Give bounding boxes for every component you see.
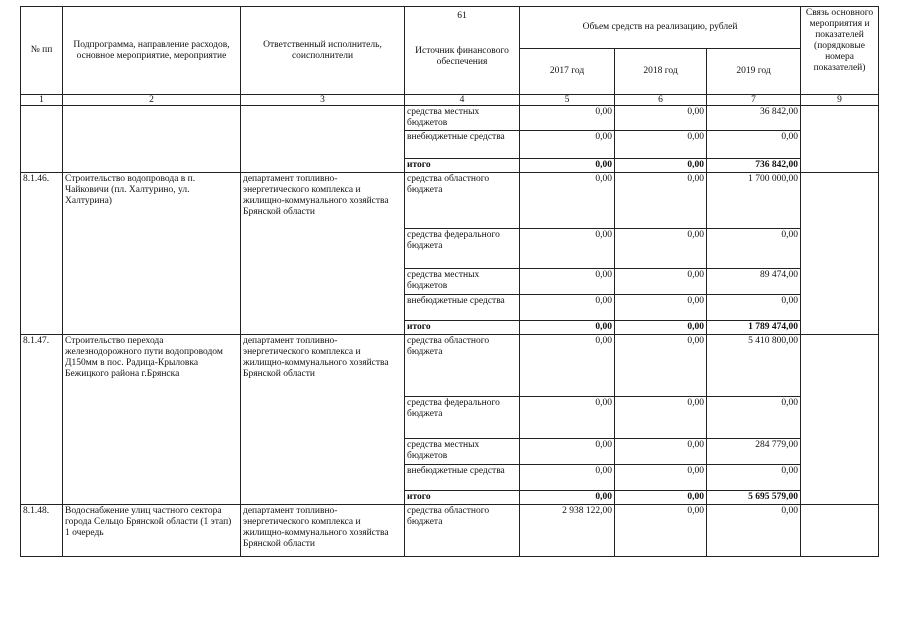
value-2017: 0,00 bbox=[520, 335, 615, 397]
page-number: 61 bbox=[457, 11, 467, 21]
program-table bbox=[20, 6, 879, 557]
value-2018: 0,00 bbox=[615, 335, 707, 397]
value-2017: 0,00 bbox=[520, 173, 615, 229]
value-2018: 0,00 bbox=[615, 465, 707, 491]
value-2017: 0,00 bbox=[520, 439, 615, 465]
program-cell: Водоснабжение улиц частного сектора города Сельцо Брянской области (1 этап) 1 очередь bbox=[63, 505, 241, 557]
source-cell: средства местных бюджетов bbox=[405, 439, 520, 465]
header-link: Связь основного мероприятия и показателей (порядковые номера показателей) bbox=[801, 7, 879, 95]
value-2018: 0,00 bbox=[615, 159, 707, 173]
value-2018: 0,00 bbox=[615, 505, 707, 557]
index-cell: 9 bbox=[801, 95, 879, 106]
index-cell: 4 bbox=[405, 95, 520, 106]
index-cell: 1 bbox=[21, 95, 63, 106]
header-executor: Ответственный исполнитель, соисполнители bbox=[241, 7, 405, 95]
header-source bbox=[405, 7, 520, 95]
value-2019: 0,00 bbox=[707, 295, 801, 321]
value-2019: 0,00 bbox=[707, 465, 801, 491]
link-cell bbox=[801, 173, 879, 335]
value-2017: 0,00 bbox=[520, 295, 615, 321]
program-cell: Строительство водопровода в п. Чайковичи (пл. Халтурино, ул. Халтурина) bbox=[63, 173, 241, 335]
source-cell: средства областного бюджета bbox=[405, 173, 520, 229]
value-2018: 0,00 bbox=[615, 269, 707, 295]
source-cell: итого bbox=[405, 159, 520, 173]
source-cell: средства областного бюджета bbox=[405, 505, 520, 557]
value-2018: 0,00 bbox=[615, 321, 707, 335]
value-2018: 0,00 bbox=[615, 397, 707, 439]
value-2017: 2 938 122,00 bbox=[520, 505, 615, 557]
value-2019: 0,00 bbox=[707, 131, 801, 159]
value-2019: 5 695 579,00 bbox=[707, 491, 801, 505]
document-page bbox=[20, 6, 878, 557]
source-cell: средства федерального бюджета bbox=[405, 397, 520, 439]
header-volume: Объем средств на реализацию, рублей bbox=[520, 7, 801, 49]
value-2019: 0,00 bbox=[707, 397, 801, 439]
value-2018: 0,00 bbox=[615, 295, 707, 321]
link-cell bbox=[801, 505, 879, 557]
value-2017: 0,00 bbox=[520, 491, 615, 505]
source-cell: внебюджетные средства bbox=[405, 131, 520, 159]
value-2019: 1 700 000,00 bbox=[707, 173, 801, 229]
table-row bbox=[21, 106, 879, 131]
value-2017: 0,00 bbox=[520, 321, 615, 335]
source-cell: средства местных бюджетов bbox=[405, 106, 520, 131]
column-index-row bbox=[21, 95, 879, 106]
link-cell bbox=[801, 106, 879, 173]
value-2018: 0,00 bbox=[615, 229, 707, 269]
value-2019: 89 474,00 bbox=[707, 269, 801, 295]
index-cell: 5 bbox=[520, 95, 615, 106]
value-2019: 0,00 bbox=[707, 229, 801, 269]
executor-cell: департамент топливно-энергетического комплекса и жилищно-коммунального хозяйства Брянской области bbox=[241, 505, 405, 557]
value-2018: 0,00 bbox=[615, 439, 707, 465]
header-source-label: Источник финансового обеспечения bbox=[415, 45, 509, 67]
value-2017: 0,00 bbox=[520, 397, 615, 439]
index-cell: 2 bbox=[63, 95, 241, 106]
value-2018: 0,00 bbox=[615, 491, 707, 505]
index-cell: 3 bbox=[241, 95, 405, 106]
num-cell bbox=[21, 106, 63, 173]
num-cell: 8.1.47. bbox=[21, 335, 63, 505]
value-2017: 0,00 bbox=[520, 465, 615, 491]
value-2018: 0,00 bbox=[615, 106, 707, 131]
header-program: Подпрограмма, направление расходов, основное мероприятие, мероприятие bbox=[63, 7, 241, 95]
source-cell: средства областного бюджета bbox=[405, 335, 520, 397]
executor-cell bbox=[241, 106, 405, 173]
value-2017: 0,00 bbox=[520, 106, 615, 131]
source-cell: средства местных бюджетов bbox=[405, 269, 520, 295]
table-row bbox=[21, 173, 879, 229]
link-cell bbox=[801, 335, 879, 505]
value-2018: 0,00 bbox=[615, 131, 707, 159]
value-2017: 0,00 bbox=[520, 229, 615, 269]
source-cell: итого bbox=[405, 321, 520, 335]
executor-cell: департамент топливно-энергетического комплекса и жилищно-коммунального хозяйства Брянской области bbox=[241, 335, 405, 505]
source-cell: итого bbox=[405, 491, 520, 505]
program-cell bbox=[63, 106, 241, 173]
value-2019: 1 789 474,00 bbox=[707, 321, 801, 335]
index-cell: 7 bbox=[707, 95, 801, 106]
index-cell: 6 bbox=[615, 95, 707, 106]
program-cell: Строительство перехода железнодорожного пути водопроводом Д150мм в пос. Радица-Крыловка Бежицкого района г.Брянска bbox=[63, 335, 241, 505]
value-2019: 284 779,00 bbox=[707, 439, 801, 465]
header-year-2017: 2017 год bbox=[520, 49, 615, 95]
num-cell: 8.1.46. bbox=[21, 173, 63, 335]
header-year-2019: 2019 год bbox=[707, 49, 801, 95]
table-row bbox=[21, 335, 879, 397]
num-cell: 8.1.48. bbox=[21, 505, 63, 557]
value-2017: 0,00 bbox=[520, 159, 615, 173]
source-cell: средства федерального бюджета bbox=[405, 229, 520, 269]
value-2017: 0,00 bbox=[520, 131, 615, 159]
source-cell: внебюджетные средства bbox=[405, 295, 520, 321]
value-2019: 5 410 800,00 bbox=[707, 335, 801, 397]
header-year-2018: 2018 год bbox=[615, 49, 707, 95]
value-2017: 0,00 bbox=[520, 269, 615, 295]
value-2019: 36 842,00 bbox=[707, 106, 801, 131]
value-2018: 0,00 bbox=[615, 173, 707, 229]
executor-cell: департамент топливно-энергетического комплекса и жилищно-коммунального хозяйства Брянской области bbox=[241, 173, 405, 335]
table-row bbox=[21, 505, 879, 557]
source-cell: внебюджетные средства bbox=[405, 465, 520, 491]
value-2019: 736 842,00 bbox=[707, 159, 801, 173]
header-num: № пп bbox=[21, 7, 63, 95]
value-2019: 0,00 bbox=[707, 505, 801, 557]
